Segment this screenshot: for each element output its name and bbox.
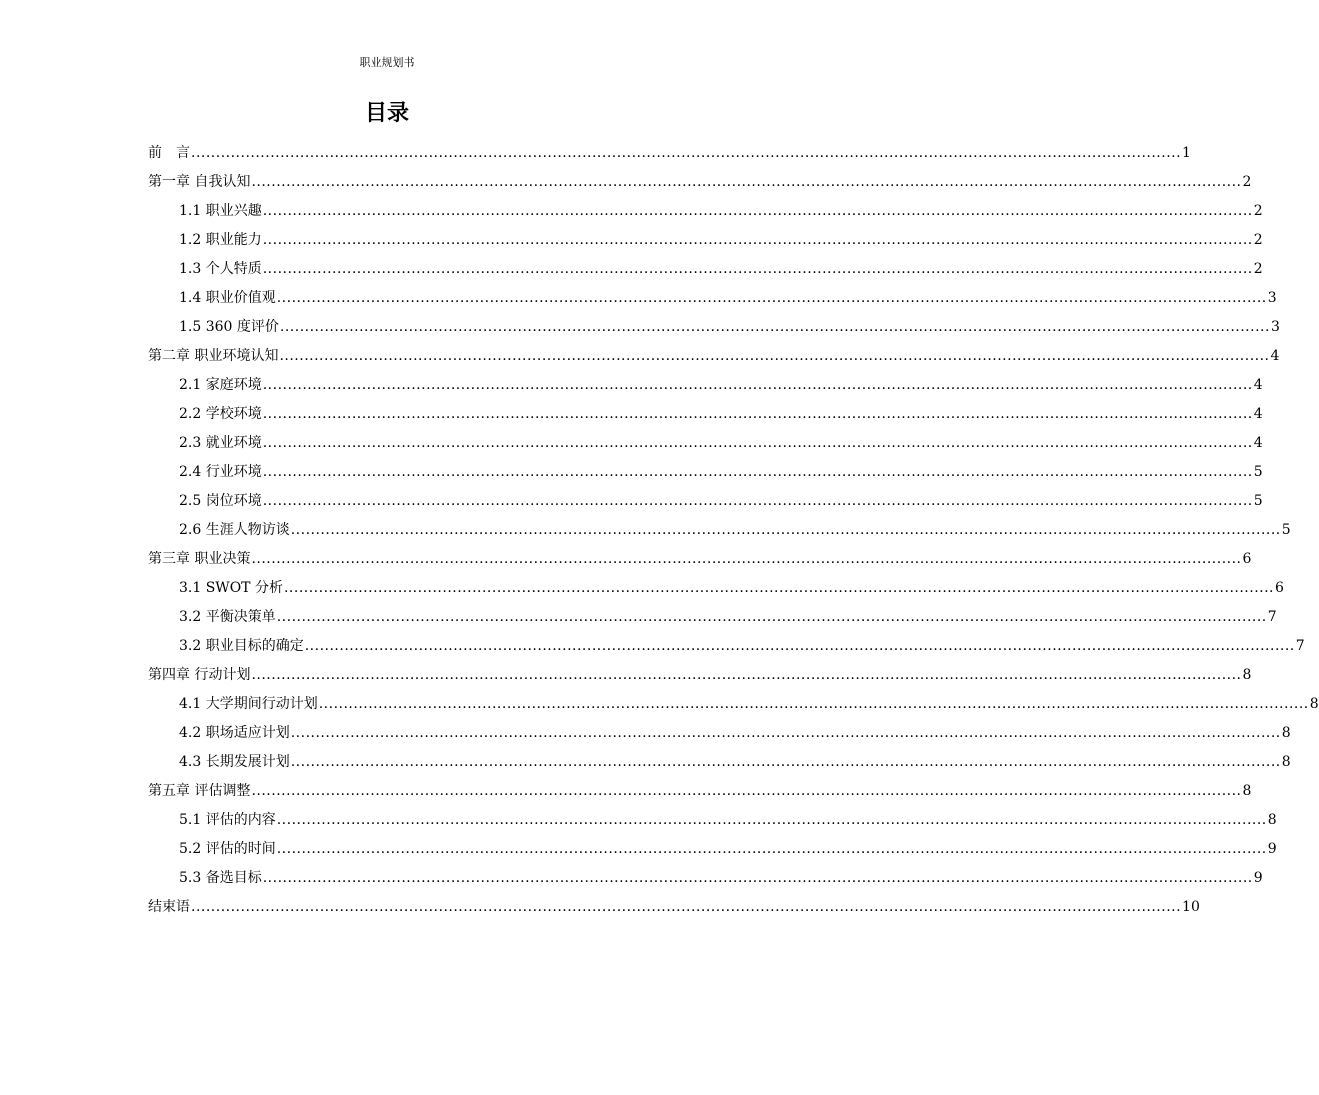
toc-entry-label: 5.1 评估的内容 <box>179 812 276 828</box>
toc-entry-page: 4 <box>1270 348 1280 364</box>
toc-entry[interactable] <box>148 748 1291 777</box>
dot-leader: ........................................................................................................................................................................................................ <box>262 232 1253 248</box>
toc-entry-page: 4 <box>1253 377 1263 393</box>
dot-leader: ........................................................................................................................................................................................................ <box>262 203 1253 219</box>
toc-entry-page: 8 <box>1267 812 1277 828</box>
toc-entry-page: 4 <box>1253 435 1263 451</box>
toc-entry-page: 3 <box>1270 319 1280 335</box>
toc-entry-label: 2.4 行业环境 <box>179 464 262 480</box>
toc-entry-page: 1 <box>1182 145 1191 161</box>
dot-leader: ........................................................................................................................................................................................................ <box>191 899 1182 915</box>
dot-leader: ........................................................................................................................................................................................................ <box>276 290 1267 306</box>
toc-entry[interactable] <box>148 429 1263 458</box>
toc-entry-page: 8 <box>1242 783 1252 799</box>
toc-entry[interactable] <box>148 458 1263 487</box>
dot-leader: ........................................................................................................................................................................................................ <box>251 551 1242 567</box>
toc-entry[interactable] <box>148 342 1280 371</box>
toc-entry-page: 10 <box>1182 899 1200 915</box>
toc-entry-label: 3.2 职业目标的确定 <box>179 638 304 654</box>
dot-leader: ........................................................................................................................................................................................................ <box>251 783 1242 799</box>
toc-entry[interactable] <box>148 371 1263 400</box>
toc-entry-label: 结束语 <box>148 899 190 915</box>
toc-entry[interactable] <box>148 603 1277 632</box>
toc-entry[interactable] <box>148 777 1252 806</box>
toc-entry-page: 4 <box>1253 406 1263 422</box>
toc-entry-page: 8 <box>1281 725 1291 741</box>
toc-entry-page: 2 <box>1253 203 1263 219</box>
toc-entry-label: 1.2 职业能力 <box>179 232 262 248</box>
toc-entry-page: 2 <box>1242 174 1252 190</box>
toc-entry[interactable] <box>148 545 1252 574</box>
toc-entry-page: 8 <box>1281 754 1291 770</box>
toc-entry[interactable] <box>148 632 1305 661</box>
toc-entry[interactable] <box>148 255 1263 284</box>
dot-leader: ........................................................................................................................................................................................................ <box>262 377 1253 393</box>
toc-entry[interactable] <box>148 284 1277 313</box>
toc-entry[interactable] <box>148 864 1263 893</box>
toc-entry-label: 1.3 个人特质 <box>179 261 262 277</box>
toc-entry-page: 8 <box>1309 696 1319 712</box>
toc-entry[interactable] <box>148 661 1252 690</box>
toc-entry-page: 6 <box>1242 551 1252 567</box>
dot-leader: ........................................................................................................................................................................................................ <box>290 725 1281 741</box>
dot-leader: ........................................................................................................................................................................................................ <box>262 435 1253 451</box>
toc-entry-label: 2.5 岗位环境 <box>179 493 262 509</box>
toc-entry-label: 2.1 家庭环境 <box>179 377 262 393</box>
dot-leader: ........................................................................................................................................................................................................ <box>304 638 1295 654</box>
table-of-contents <box>148 139 1319 922</box>
toc-entry[interactable] <box>148 400 1263 429</box>
toc-entry-label: 4.2 职场适应计划 <box>179 725 290 741</box>
toc-entry-page: 6 <box>1275 580 1284 596</box>
toc-entry-label: 5.3 备选目标 <box>179 870 262 886</box>
toc-entry-label: 前 言 <box>148 145 190 161</box>
toc-entry[interactable] <box>148 690 1319 719</box>
dot-leader: ........................................................................................................................................................................................................ <box>290 754 1281 770</box>
toc-entry-label: 2.6 生涯人物访谈 <box>179 522 290 538</box>
dot-leader: ........................................................................................................................................................................................................ <box>276 609 1267 625</box>
dot-leader: ........................................................................................................................................................................................................ <box>262 406 1253 422</box>
toc-entry-page: 9 <box>1253 870 1263 886</box>
toc-title: 目录 <box>364 101 409 126</box>
toc-entry-label: 2.3 就业环境 <box>179 435 262 451</box>
toc-entry[interactable] <box>148 487 1263 516</box>
toc-entry-label: 3.2 平衡决策单 <box>179 609 276 625</box>
dot-leader: ........................................................................................................................................................................................................ <box>251 667 1242 683</box>
dot-leader: ........................................................................................................................................................................................................ <box>318 696 1309 712</box>
toc-entry-label: 4.1 大学期间行动计划 <box>179 696 318 712</box>
toc-entry-label: 4.3 长期发展计划 <box>179 754 290 770</box>
page-header: 职业规划书 <box>359 56 415 69</box>
toc-entry-label: 第五章 评估调整 <box>148 783 251 799</box>
toc-entry-page: 5 <box>1253 493 1263 509</box>
dot-leader: ........................................................................................................................................................................................................ <box>290 522 1281 538</box>
toc-entry[interactable] <box>148 313 1280 342</box>
toc-entry-page: 5 <box>1281 522 1291 538</box>
toc-entry[interactable] <box>148 168 1252 197</box>
toc-entry-page: 8 <box>1242 667 1252 683</box>
dot-leader: ........................................................................................................................................................................................................ <box>251 174 1242 190</box>
toc-entry-page: 2 <box>1253 232 1263 248</box>
toc-entry-page: 7 <box>1267 609 1277 625</box>
toc-entry[interactable] <box>148 226 1263 255</box>
dot-leader: ........................................................................................................................................................................................................ <box>283 580 1275 596</box>
toc-entry-page: 2 <box>1253 261 1263 277</box>
dot-leader: ........................................................................................................................................................................................................ <box>276 841 1267 857</box>
toc-entry-label: 第四章 行动计划 <box>148 667 251 683</box>
toc-entry[interactable] <box>148 893 1200 922</box>
dot-leader: ........................................................................................................................................................................................................ <box>262 464 1253 480</box>
toc-entry[interactable] <box>148 139 1191 168</box>
toc-entry-page: 5 <box>1253 464 1263 480</box>
toc-entry-label: 1.4 职业价值观 <box>179 290 276 306</box>
dot-leader: ........................................................................................................................................................................................................ <box>191 145 1182 161</box>
toc-entry-label: 第二章 职业环境认知 <box>148 348 279 364</box>
toc-entry-page: 9 <box>1267 841 1277 857</box>
toc-entry[interactable] <box>148 197 1263 226</box>
toc-entry-label: 1.1 职业兴趣 <box>179 203 262 219</box>
dot-leader: ........................................................................................................................................................................................................ <box>262 261 1253 277</box>
toc-entry[interactable] <box>148 574 1284 603</box>
toc-entry-label: 5.2 评估的时间 <box>179 841 276 857</box>
toc-entry[interactable] <box>148 516 1291 545</box>
dot-leader: ........................................................................................................................................................................................................ <box>262 870 1253 886</box>
toc-entry-page: 3 <box>1267 290 1277 306</box>
toc-entry-label: 第一章 自我认知 <box>148 174 251 190</box>
dot-leader: ........................................................................................................................................................................................................ <box>262 493 1253 509</box>
toc-entry[interactable] <box>148 719 1291 748</box>
toc-entry-label: 3.1 SWOT 分析 <box>179 580 283 596</box>
dot-leader: ........................................................................................................................................................................................................ <box>279 319 1270 335</box>
toc-entry-label: 第三章 职业决策 <box>148 551 251 567</box>
toc-entry-page: 7 <box>1295 638 1305 654</box>
dot-leader: ........................................................................................................................................................................................................ <box>279 348 1270 364</box>
dot-leader: ........................................................................................................................................................................................................ <box>276 812 1267 828</box>
toc-entry[interactable] <box>148 835 1277 864</box>
toc-entry[interactable] <box>148 806 1277 835</box>
toc-entry-label: 2.2 学校环境 <box>179 406 262 422</box>
toc-entry-label: 1.5 360 度评价 <box>179 319 279 335</box>
